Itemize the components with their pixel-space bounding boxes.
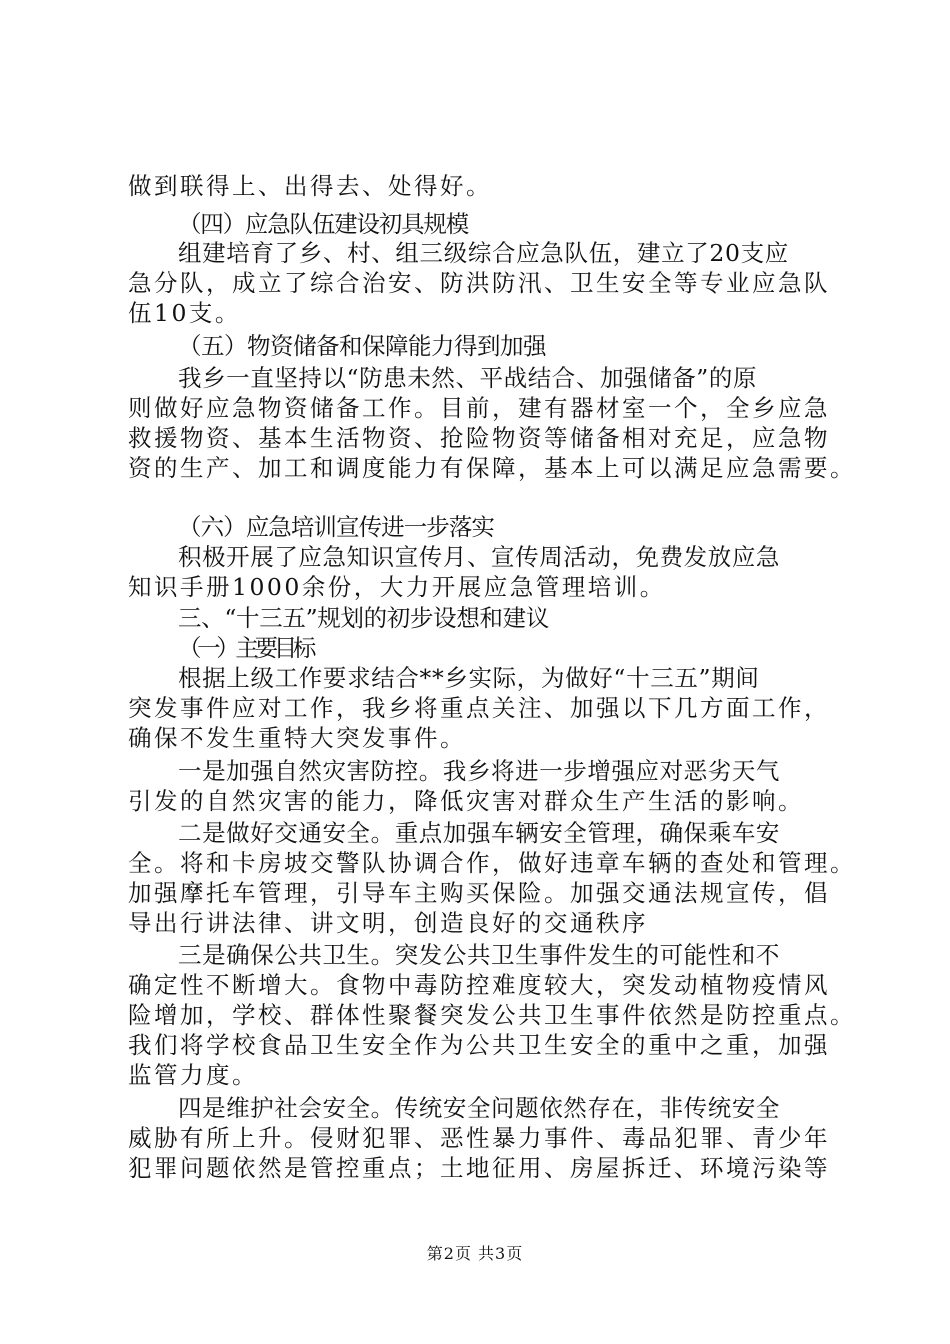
- section-heading: （五）物资储备和保障能力得到加强: [178, 332, 546, 360]
- text-line: 则做好应急物资储备工作。目前，建有器材室一个，全乡应急: [128, 394, 830, 422]
- text-line: 组建培育了乡、村、组三级综合应急队伍，建立了20支应: [178, 239, 789, 267]
- text-line: 引发的自然灾害的能力，降低灾害对群众生产生活的影响。: [128, 787, 804, 815]
- text-line: 积极开展了应急知识宣传月、宣传周活动，免费发放应急: [178, 543, 780, 571]
- text-line: 我们将学校食品卫生安全作为公共卫生安全的重中之重，加强: [128, 1031, 830, 1059]
- page-footer: 第2页 共3页: [426, 1244, 524, 1263]
- text-line: 做到联得上、出得去、处得好。: [128, 172, 492, 200]
- text-line: 急分队，成立了综合治安、防洪防汛、卫生安全等专业应急队: [128, 269, 830, 297]
- section-heading: （四）应急队伍建设初具规模: [178, 210, 468, 238]
- text-line: 伍10支。: [128, 299, 241, 327]
- text-line: 我乡一直坚持以“防患未然、平战结合、加强储备”的原: [178, 364, 758, 392]
- text-line: 导出行讲法律、讲文明，创造良好的交通秩序: [128, 909, 648, 937]
- section-heading: （一）主要目标: [178, 634, 312, 662]
- text-line: 确保不发生重特大突发事件。: [128, 724, 466, 752]
- section-heading: 三、“十三五”规划的初步设想和建议: [178, 604, 550, 632]
- text-line: 突发事件应对工作，我乡将重点关注、加强以下几方面工作，: [128, 694, 830, 722]
- text-line: 资的生产、加工和调度能力有保障，基本上可以满足应急需要。: [128, 454, 856, 482]
- text-line: 全。将和卡房坡交警队协调合作，做好违章车辆的查处和管理。: [128, 849, 856, 877]
- text-line: 四是维护社会安全。传统安全问题依然存在，非传统安全: [178, 1094, 780, 1122]
- text-line: 加强摩托车管理，引导车主购买保险。加强交通法规宣传，倡: [128, 879, 830, 907]
- text-line: 一是加强自然灾害防控。我乡将进一步增强应对恶劣天气: [178, 757, 780, 785]
- text-line: 威胁有所上升。侵财犯罪、恶性暴力事件、毒品犯罪、青少年: [128, 1124, 830, 1152]
- text-line: 犯罪问题依然是管控重点；土地征用、房屋拆迁、环境污染等: [128, 1154, 830, 1182]
- section-heading: （六）应急培训宣传进一步落实: [178, 513, 494, 541]
- text-line: 三是确保公共卫生。突发公共卫生事件发生的可能性和不: [178, 941, 780, 969]
- text-line: 确定性不断增大。食物中毒防控难度较大，突发动植物疫情风: [128, 971, 830, 999]
- text-line: 知识手册1000余份，大力开展应急管理培训。: [128, 573, 666, 601]
- text-line: 二是做好交通安全。重点加强车辆安全管理，确保乘车安: [178, 819, 780, 847]
- text-line: 根据上级工作要求结合**乡实际，为做好“十三五”期间: [178, 664, 760, 692]
- text-line: 救援物资、基本生活物资、抢险物资等储备相对充足，应急物: [128, 424, 830, 452]
- text-line: 监管力度。: [128, 1061, 258, 1089]
- text-line: 险增加，学校、群体性聚餐突发公共卫生事件依然是防控重点。: [128, 1001, 856, 1029]
